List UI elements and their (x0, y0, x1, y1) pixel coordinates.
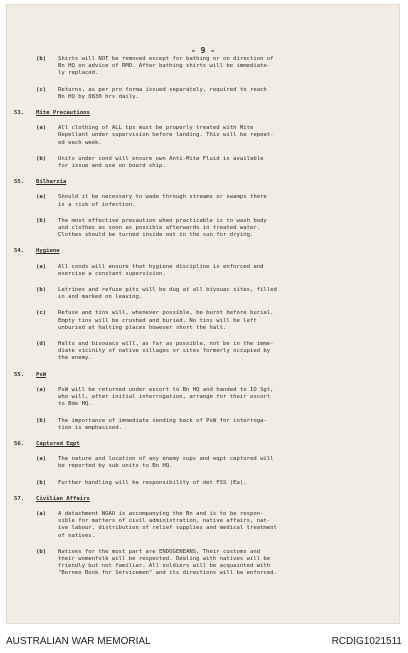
list-item (36, 549, 394, 578)
item-letter: (b) (36, 417, 47, 424)
list-item (36, 156, 394, 170)
section-number: 54. (14, 248, 25, 255)
section (14, 110, 394, 170)
item-text: Natives for the most part are ENDOGENEANS. Their customs and their womenfolk will be respected. Dealing with natives will be friendly but not familiar. All soldiers will be acquainted with "Borneo Book for Servicemen" and its directions will be enforced. (58, 548, 277, 577)
section-heading (14, 441, 394, 448)
list-item (36, 264, 394, 278)
item-text: Should it be necessary to wade through streams or swamps there is a risk of infection. (58, 194, 267, 208)
section (14, 372, 394, 432)
item-text: Shirts will NOT be removed except for bathing or on direction of Bn HQ on advice of RMO. After bathing shirts will be immediate- ly replaced. (58, 56, 274, 77)
section-number: 55. (14, 179, 25, 186)
list-item (36, 511, 394, 540)
item-text: Units under cond will ensure own Anti-Mite Fluid is available for issue and use on board ship. (58, 155, 264, 170)
item-text: Returns, as per pro forma issued separately, required to reach Bn HQ by 0830 hrs daily. (58, 86, 267, 100)
item-letter: (d) (36, 341, 47, 348)
item-letter: (c) (36, 86, 47, 93)
section-title: PsW (36, 371, 47, 378)
item-letter: (b) (36, 287, 47, 294)
item-text: Further handling will be responsibility of det FSS (Ea). (58, 479, 247, 486)
item-letter: (a) (36, 386, 47, 393)
list-item (36, 218, 394, 240)
section-title: Bilharzia (36, 179, 67, 186)
item-text: The importance of immediate sending back of PsW for interroga- tion is emphasised. (58, 417, 267, 431)
item-letter: (a) (36, 510, 47, 517)
section-items (36, 456, 394, 487)
section-heading (14, 496, 394, 503)
list-item (36, 456, 394, 470)
section-heading (14, 248, 394, 255)
section (14, 441, 394, 487)
section-title: Captured Eqpt (36, 440, 80, 447)
item-text: Halts and bivouacs will, as far as possible, not be in the imme- diate vicinity of native villages or sites formerly occupied by the enemy. (58, 341, 274, 362)
list-item (36, 387, 394, 409)
list-item (36, 480, 394, 487)
document-page (6, 4, 400, 624)
section (14, 179, 394, 239)
item-letter: (a) (36, 456, 47, 463)
item-letter: (a) (36, 125, 47, 132)
item-text: The nature and location of any enemy sups and eqpt captured will be reported by sub units to Bn HQ. (58, 456, 274, 470)
list-item (36, 310, 394, 332)
item-letter: (c) (36, 310, 47, 317)
section-number: 53. (14, 110, 25, 117)
list-item (36, 87, 394, 101)
item-letter: (a) (36, 194, 47, 201)
item-letter: (b) (36, 548, 47, 555)
section-items (36, 511, 394, 578)
section-items (36, 125, 394, 170)
section-number: 55. (14, 371, 25, 378)
list-item (36, 418, 394, 432)
list-item (36, 125, 394, 147)
page-number: - 9 - (190, 46, 216, 55)
record-id: RCDIG1021511 (331, 636, 402, 647)
section (14, 248, 394, 362)
section-items (36, 264, 394, 363)
section-number: 56. (14, 440, 25, 447)
section-items (36, 194, 394, 239)
section-heading (14, 179, 394, 186)
item-text: A detachment NGAU is accompanying the Bn and is to be respon- sible for matters of civil administration, native affairs, nat- ive labour, distribution of relief supplies and medical treatment of natives. (58, 510, 277, 539)
item-letter: (b) (36, 155, 47, 162)
section (14, 496, 394, 578)
item-letter: (b) (36, 479, 47, 486)
item-text: Latrines and refuse pits will be dug at all bivouac sites, filled in and marked on leaving. (58, 287, 277, 301)
section-heading (14, 110, 394, 117)
section-number: 57. (14, 495, 25, 502)
item-text: The most effective precaution when practicable is to wash body and clothes as soon as possible afterwards in treated water. Clothes should be turned inside out in the sun for drying. (58, 217, 267, 239)
section-title: Mite Precautions (36, 110, 90, 117)
section-heading (14, 372, 394, 379)
item-text: PsW will be returned under escort to Bn HQ and handed to IO Sgt, who will, after initial interrogation, arrange for their escort to Bde HQ. (58, 386, 274, 408)
list-item (36, 341, 394, 363)
item-letter: (b) (36, 56, 47, 62)
section-title: Civilian Affairs (36, 495, 90, 502)
archive-name: AUSTRALIAN WAR MEMORIAL (6, 636, 151, 647)
section-title: Hygiene (36, 248, 60, 255)
item-text: All conds will ensure that hygiene discipline is enforced and exercise a constant supervision. (58, 263, 264, 277)
archive-footer (0, 630, 408, 653)
item-text: Refuse and tins will, whenever possible, be burnt before burial. Empty tins will be crushed and buried. No tins will be left unburied at halting places however short the halt. (58, 310, 274, 331)
item-letter: (b) (36, 217, 47, 224)
list-item (36, 194, 394, 208)
item-letter: (a) (36, 263, 47, 270)
list-item (36, 56, 394, 78)
document-body (14, 56, 394, 587)
section-items (36, 387, 394, 432)
list-item (36, 287, 394, 301)
item-text: All clothing of ALL tps must be properly treated with Mite Repellant under supervision before landing. This will be repeat- ed each week. (58, 125, 274, 146)
